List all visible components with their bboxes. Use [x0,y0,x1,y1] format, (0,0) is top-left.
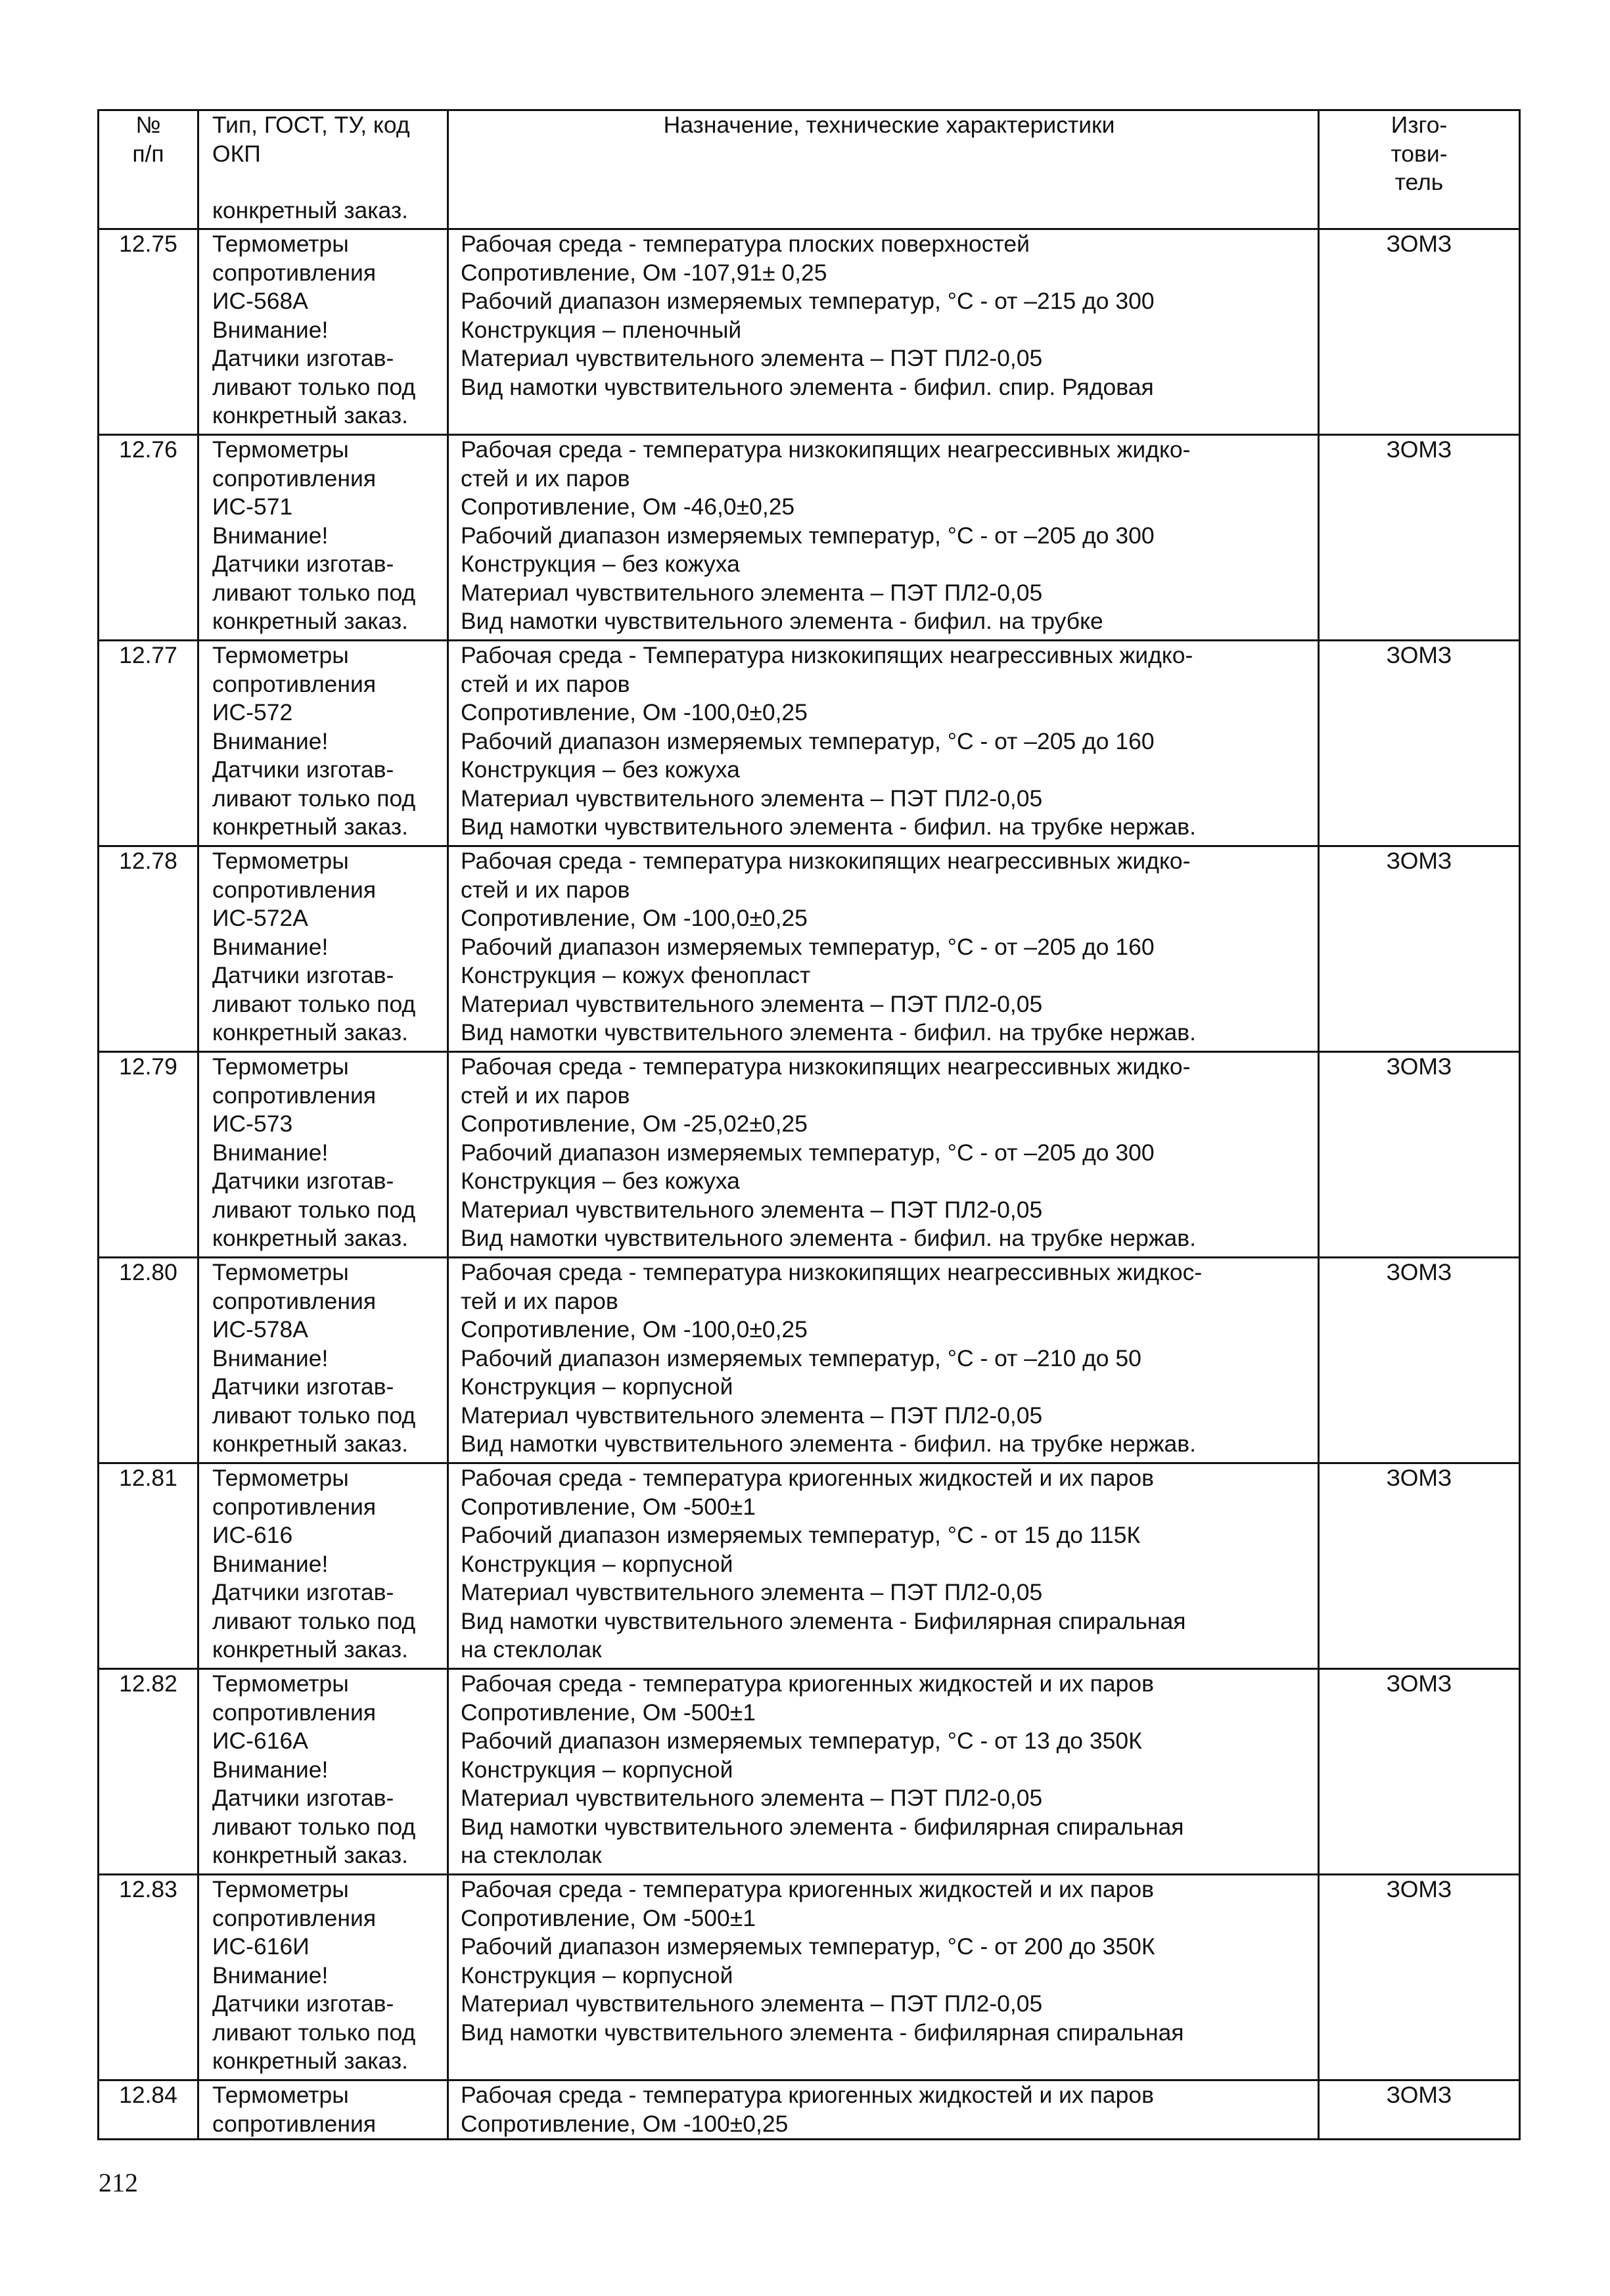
device-type-line: сопротивления [212,1287,377,1314]
device-type-line: ливают только под [212,785,416,812]
row-number: 12.75 [119,231,177,257]
manufacturer-name: ЗОМЗ [1386,1876,1452,1902]
device-type-line: Внимание! [212,1756,329,1783]
manufacturer-name: ЗОМЗ [1386,436,1452,463]
description-line: Конструкция – без кожуха [461,756,740,783]
device-type-line: Внимание! [212,933,329,960]
description-line: Рабочий диапазон измеряемых температур, °С - от –205 до 300 [461,522,1155,549]
header-manufacturer-cell [1319,110,1520,229]
row-number-cell [99,1875,198,2080]
header-manufacturer-line: Изго- [1391,112,1448,138]
manufacturer-cell [1319,846,1520,1052]
description-line: Сопротивление, Ом -500±1 [461,1493,756,1520]
description-line: Рабочая среда - температура криогенных жидкостей и их паров [461,1876,1154,1902]
description-line: на стеклолак [461,1636,602,1663]
description-line: Рабочий диапазон измеряемых температур, °С - от –205 до 160 [461,727,1155,754]
description-line: Материал чувствительного элемента – ПЭТ ПЛ2-0,05 [461,785,1043,812]
description-line: Сопротивление, Ом -100,0±0,25 [461,1316,808,1343]
device-type-line: ИС-578А [212,1316,308,1343]
description-line: Вид намотки чувствительного элемента - бифил. на трубке [461,608,1103,634]
description-line: Конструкция – кожух фенопласт [461,962,811,988]
description-line: Рабочий диапазон измеряемых температур, °С - от 15 до 115К [461,1522,1141,1548]
device-type-line: ливают только под [212,373,416,400]
device-type-line: конкретный заказ. [212,814,409,840]
device-type-line: Термометры [212,1053,349,1080]
header-type-line: Тип, ГОСТ, ТУ, код [212,112,410,138]
header-type-line: ОКП [212,140,261,167]
device-type-line: Термометры [212,436,349,463]
description-line: Рабочая среда - температура криогенных жидкостей и их паров [461,2082,1154,2108]
description-line: Конструкция – корпусной [461,1550,733,1577]
device-type-line: сопротивления [212,670,377,697]
description-line: Рабочий диапазон измеряемых температур, °С - от –215 до 300 [461,288,1155,314]
device-type-cell [198,1463,448,1669]
row-number-cell [99,435,198,641]
device-type-line: конкретный заказ. [212,1842,409,1868]
page-number: 212 [99,2168,138,2197]
specification-table [97,109,1521,2140]
description-line: Рабочая среда - температура плоских поверхностей [461,231,1030,257]
row-number: 12.84 [119,2082,177,2108]
description-line: тей и их паров [461,1287,618,1314]
table-row [99,846,1520,1052]
description-line: Сопротивление, Ом -100,0±0,25 [461,905,808,931]
description-line: стей и их паров [461,876,630,903]
description-line: Конструкция – корпусной [461,1756,733,1783]
device-type-cell [198,1258,448,1463]
device-type-line: ливают только под [212,1813,416,1840]
device-type-line: ИС-573 [212,1111,293,1137]
description-line: Конструкция – корпусной [461,1373,733,1400]
device-type-line: ливают только под [212,1607,416,1634]
header-number-line: № [135,112,161,138]
device-type-line: конкретный заказ. [212,2048,409,2074]
row-number-cell [99,229,198,435]
description-line: стей и их паров [461,465,630,492]
device-type-line: Датчики изготав- [212,1785,394,1811]
device-type-line: Термометры [212,2082,349,2108]
description-line: Рабочий диапазон измеряемых температур, °С - от –205 до 300 [461,1139,1155,1166]
device-type-line: Датчики изготав- [212,1373,394,1400]
device-type-line: ливают только под [212,2019,416,2046]
table-row [99,2080,1520,2140]
device-type-cell [198,641,448,846]
device-type-line: ливают только под [212,990,416,1017]
device-type-line: ИС-572А [212,905,308,931]
device-type-line: сопротивления [212,876,377,903]
device-type-line: Термометры [212,642,349,668]
manufacturer-cell [1319,2080,1520,2140]
description-cell [448,1875,1319,2080]
row-number: 12.81 [119,1465,177,1491]
description-line: Вид намотки чувствительного элемента - бифил. на трубке нержав. [461,814,1196,840]
description-line: Материал чувствительного элемента – ПЭТ ПЛ2-0,05 [461,1196,1043,1223]
device-type-cell [198,1669,448,1875]
manufacturer-cell [1319,1463,1520,1669]
device-type-line: ливают только под [212,1402,416,1429]
description-line: Рабочая среда - температура криогенных жидкостей и их паров [461,1670,1154,1697]
description-line: Конструкция – без кожуха [461,1168,740,1194]
row-number: 12.78 [119,848,177,874]
manufacturer-cell [1319,1258,1520,1463]
device-type-line: ИС-568А [212,288,308,314]
header-number-cell [99,110,198,229]
device-type-line: конкретный заказ. [212,608,409,634]
device-type-line: Внимание! [212,316,329,343]
description-line: стей и их паров [461,1082,630,1109]
row-number-cell [99,1258,198,1463]
device-type-line: Датчики изготав- [212,1579,394,1605]
device-type-line: Внимание! [212,727,329,754]
description-line: Рабочая среда - Температура низкокипящих неагрессивных жидко- [461,642,1193,668]
table-row [99,229,1520,435]
description-line: Конструкция – корпусной [461,1962,733,1988]
description-line: Материал чувствительного элемента – ПЭТ ПЛ2-0,05 [461,1785,1043,1811]
description-cell [448,435,1319,641]
description-line: Рабочая среда - температура низкокипящих неагрессивных жидко- [461,1053,1191,1080]
table-row [99,435,1520,641]
row-number: 12.82 [119,1670,177,1697]
description-cell [448,1669,1319,1875]
description-line: Сопротивление, Ом -100±0,25 [461,2110,789,2137]
header-type-cell [198,110,448,229]
device-type-line: сопротивления [212,2110,377,2137]
description-cell [448,2080,1319,2140]
description-line: Конструкция – без кожуха [461,551,740,577]
manufacturer-cell [1319,641,1520,846]
manufacturer-name: ЗОМЗ [1386,1053,1452,1080]
device-type-line: ливают только под [212,1196,416,1223]
description-cell [448,846,1319,1052]
device-type-line: ИС-572 [212,699,293,725]
row-number: 12.79 [119,1053,177,1080]
device-type-line: Термометры [212,231,349,257]
device-type-line: Термометры [212,1465,349,1491]
device-type-line: Датчики изготав- [212,1990,394,2017]
description-line: Сопротивление, Ом -500±1 [461,1904,756,1931]
description-line: Конструкция – пленочный [461,316,742,343]
manufacturer-name: ЗОМЗ [1386,1259,1452,1285]
description-line: Рабочий диапазон измеряемых температур, °С - от –210 до 50 [461,1344,1141,1371]
description-line: Вид намотки чувствительного элемента - бифил. на трубке нержав. [461,1431,1196,1457]
manufacturer-name: ЗОМЗ [1386,2082,1452,2108]
description-line: Рабочая среда - температура низкокипящих неагрессивных жидко- [461,848,1191,874]
table-row [99,1258,1520,1463]
description-line: Вид намотки чувствительного элемента - бифилярная спиральная [461,1813,1184,1840]
row-number-cell [99,641,198,846]
header-manufacturer-line: тови- [1391,140,1448,167]
description-line: Сопротивление, Ом -100,0±0,25 [461,699,808,725]
header-description-cell [448,110,1319,229]
device-type-line: Внимание! [212,1139,329,1166]
description-line: Материал чувствительного элемента – ПЭТ ПЛ2-0,05 [461,345,1043,371]
device-type-line: Термометры [212,1259,349,1285]
manufacturer-cell [1319,1052,1520,1258]
device-type-line: сопротивления [212,1493,377,1520]
device-type-line: конкретный заказ. [212,402,409,428]
table-row [99,1875,1520,2080]
device-type-line: Внимание! [212,522,329,549]
manufacturer-name: ЗОМЗ [1386,231,1452,257]
device-type-line: ливают только под [212,579,416,606]
description-cell [448,229,1319,435]
description-line: Материал чувствительного элемента – ПЭТ ПЛ2-0,05 [461,579,1043,606]
device-type-line: Термометры [212,1876,349,1902]
device-type-line: сопротивления [212,259,377,286]
table-row [99,641,1520,846]
description-line: Рабочий диапазон измеряемых температур, °С - от –205 до 160 [461,933,1155,960]
device-type-line: конкретный заказ. [212,1431,409,1457]
row-number-cell [99,1669,198,1875]
device-type-line: Датчики изготав- [212,756,394,783]
manufacturer-name: ЗОМЗ [1386,642,1452,668]
description-line: Вид намотки чувствительного элемента - бифил. на трубке нержав. [461,1225,1196,1251]
description-line: на стеклолак [461,1842,602,1868]
device-type-line: конкретный заказ. [212,1019,409,1045]
description-cell [448,1258,1319,1463]
device-type-line: Внимание! [212,1344,329,1371]
description-line: Материал чувствительного элемента – ПЭТ ПЛ2-0,05 [461,1990,1043,2017]
device-type-line: Датчики изготав- [212,962,394,988]
device-type-cell [198,2080,448,2140]
device-type-line: ИС-616И [212,1933,310,1960]
description-line: Вид намотки чувствительного элемента - бифил. на трубке нержав. [461,1019,1196,1045]
manufacturer-cell [1319,435,1520,641]
description-line: Рабочий диапазон измеряемых температур, °С - от 13 до 350К [461,1728,1142,1754]
table-row [99,1669,1520,1875]
manufacturer-cell [1319,229,1520,435]
device-type-line: Датчики изготав- [212,551,394,577]
description-line: Материал чувствительного элемента – ПЭТ ПЛ2-0,05 [461,1579,1043,1605]
device-type-line: ИС-571 [212,494,293,520]
device-type-line: ИС-616 [212,1522,293,1548]
device-type-line: сопротивления [212,1699,377,1726]
description-line: Вид намотки чувствительного элемента - Бифилярная спиральная [461,1607,1186,1634]
header-type-tail: конкретный заказ. [212,197,409,223]
device-type-line: конкретный заказ. [212,1636,409,1663]
table-row [99,1463,1520,1669]
description-cell [448,1463,1319,1669]
manufacturer-name: ЗОМЗ [1386,1670,1452,1697]
table-header-row [99,110,1520,229]
device-type-line: Внимание! [212,1962,329,1988]
device-type-cell [198,846,448,1052]
description-cell [448,1052,1319,1258]
device-type-line: сопротивления [212,465,377,492]
device-type-line: сопротивления [212,1904,377,1931]
device-type-line: Термометры [212,848,349,874]
device-type-line: Термометры [212,1670,349,1697]
manufacturer-cell [1319,1669,1520,1875]
device-type-line: ИС-616А [212,1728,308,1754]
device-type-line: сопротивления [212,1082,377,1109]
device-type-cell [198,1875,448,2080]
device-type-line: конкретный заказ. [212,1225,409,1251]
device-type-line: Датчики изготав- [212,1168,394,1194]
manufacturer-name: ЗОМЗ [1386,1465,1452,1491]
row-number: 12.76 [119,436,177,463]
device-type-cell [198,229,448,435]
manufacturer-cell [1319,1875,1520,2080]
description-line: Рабочая среда - температура криогенных жидкостей и их паров [461,1465,1154,1491]
description-line: Сопротивление, Ом -25,02±0,25 [461,1111,808,1137]
description-line: Материал чувствительного элемента – ПЭТ ПЛ2-0,05 [461,990,1043,1017]
description-line: Сопротивление, Ом -107,91± 0,25 [461,259,827,286]
description-line: Материал чувствительного элемента – ПЭТ ПЛ2-0,05 [461,1402,1043,1429]
device-type-line: Датчики изготав- [212,345,394,371]
description-line: Сопротивление, Ом -46,0±0,25 [461,494,795,520]
description-line: Рабочая среда - температура низкокипящих неагрессивных жидко- [461,436,1191,463]
description-line: стей и их паров [461,670,630,697]
description-line: Вид намотки чувствительного элемента - бифилярная спиральная [461,2019,1184,2046]
device-type-cell [198,435,448,641]
row-number-cell [99,1052,198,1258]
description-line: Сопротивление, Ом -500±1 [461,1699,756,1726]
row-number: 12.83 [119,1876,177,1902]
row-number: 12.80 [119,1259,177,1285]
header-manufacturer-line: тель [1394,169,1444,195]
row-number-cell [99,1463,198,1669]
manufacturer-name: ЗОМЗ [1386,848,1452,874]
description-line: Рабочая среда - температура низкокипящих неагрессивных жидкос- [461,1259,1203,1285]
device-type-cell [198,1052,448,1258]
header-description-text: Назначение, технические характеристики [663,112,1115,138]
row-number: 12.77 [119,642,177,668]
row-number-cell [99,2080,198,2140]
description-line: Рабочий диапазон измеряемых температур, °С - от 200 до 350К [461,1933,1155,1960]
table-row [99,1052,1520,1258]
header-number-line: п/п [132,140,164,167]
description-line: Вид намотки чувствительного элемента - бифил. спир. Рядовая [461,373,1154,400]
description-cell [448,641,1319,846]
row-number-cell [99,846,198,1052]
device-type-line: Внимание! [212,1550,329,1577]
